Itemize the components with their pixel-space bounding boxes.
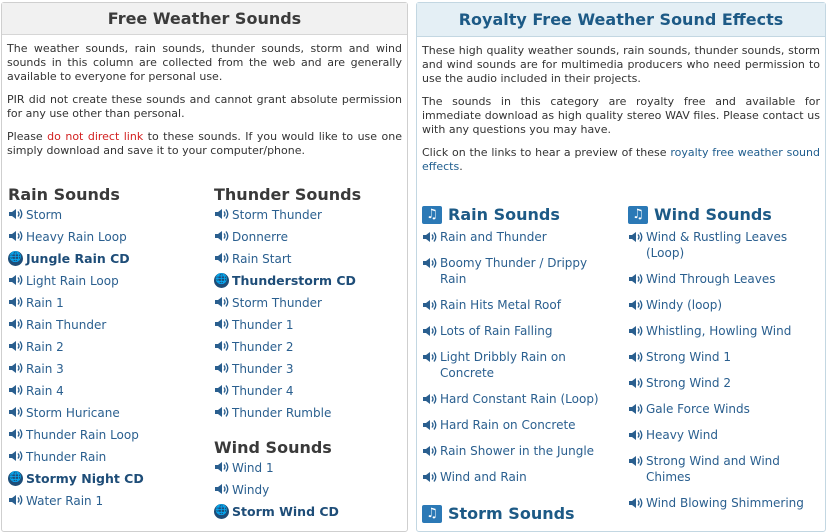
right-storm-column [422, 503, 617, 525]
sound-link[interactable] [628, 229, 823, 261]
sound-link[interactable] [8, 426, 208, 448]
sound-link-label: Strong Wind and Wind Chimes [646, 454, 780, 484]
sound-link-label: Windy [232, 483, 270, 497]
sound-link-label: Light Rain Loop [26, 274, 119, 288]
sound-link-label: Thunderstorm CD [232, 273, 356, 288]
sound-link[interactable] [422, 255, 617, 287]
sound-link[interactable] [422, 323, 617, 339]
sound-link[interactable] [8, 404, 208, 426]
speaker-icon [628, 375, 646, 391]
sound-link-label: Thunder 2 [232, 340, 294, 354]
sound-link[interactable] [422, 469, 617, 485]
speaker-icon [8, 228, 26, 244]
text: Please [7, 130, 48, 143]
sound-link-label: Thunder 3 [232, 362, 294, 376]
sound-link[interactable] [8, 492, 208, 514]
sound-link-label: Strong Wind 2 [646, 376, 731, 390]
sound-link-label: Wind Through Leaves [646, 272, 776, 286]
sound-link[interactable] [8, 250, 208, 272]
sound-link[interactable] [422, 349, 617, 381]
sound-link[interactable] [628, 427, 823, 443]
sound-link-label: Heavy Rain Loop [26, 230, 127, 244]
sound-link[interactable] [628, 297, 823, 313]
music-note-icon: ♫ [422, 206, 442, 224]
sound-link[interactable] [214, 316, 409, 338]
sound-link[interactable] [8, 382, 208, 404]
sound-link-label: Rain 4 [26, 384, 64, 398]
sound-link-label: Heavy Wind [646, 428, 718, 442]
sound-link[interactable] [214, 228, 409, 250]
speaker-icon [214, 228, 232, 244]
royalty-free-link[interactable]: royalty free weather sound effects [422, 146, 820, 173]
do-not-direct-link-link[interactable]: do not direct link [47, 130, 144, 143]
sound-link-label: Water Rain 1 [26, 494, 104, 508]
globe-icon: 🌐 [214, 503, 232, 519]
speaker-icon [422, 417, 440, 433]
sound-link-label: Whistling, Howling Wind [646, 324, 792, 338]
sound-link-label: Windy (loop) [646, 298, 723, 312]
speaker-icon [422, 391, 440, 407]
sound-link-label: Wind and Rain [440, 470, 527, 484]
sound-link-label: Rain 1 [26, 296, 64, 310]
sound-link[interactable] [214, 360, 409, 382]
panel-intro [417, 37, 825, 174]
intro-paragraph: The sounds in this category are royalty free and available for immediate download as high quality stereo WAV files. Please contact us with any questions you may have. [422, 95, 820, 136]
intro-paragraph: These high quality weather sounds, rain sounds, thunder sounds, storm and wind sounds are for multimedia producers who need permission to use the audio included in their projects. [422, 44, 820, 85]
section-title-label: Wind Sounds [214, 438, 332, 457]
panel-title: Free Weather Sounds [2, 3, 407, 35]
sound-link-label: Storm [26, 208, 63, 222]
section-title [628, 203, 823, 227]
section-title [8, 184, 208, 206]
sound-link[interactable] [214, 382, 409, 404]
sound-link-label: Hard Rain on Concrete [440, 418, 576, 432]
text: . [459, 160, 463, 173]
sound-link-label: Rain 2 [26, 340, 64, 354]
speaker-icon [214, 382, 232, 398]
free-weather-sounds-panel [1, 2, 408, 532]
sound-link[interactable] [422, 443, 617, 459]
section-title-label: Rain Sounds [448, 205, 560, 224]
left-thunder-column [214, 184, 409, 426]
text: Click on the links to hear a preview of these [422, 146, 671, 159]
sound-link[interactable] [422, 417, 617, 433]
sound-link[interactable] [628, 375, 823, 391]
speaker-icon [8, 382, 26, 398]
sound-link[interactable] [8, 448, 208, 470]
globe-icon: 🌐 [8, 250, 26, 266]
speaker-icon [628, 229, 646, 245]
speaker-icon [214, 250, 232, 266]
sound-link[interactable] [214, 294, 409, 316]
section-title [422, 203, 617, 227]
sound-link[interactable] [628, 401, 823, 417]
section-title-label: Thunder Sounds [214, 185, 362, 204]
section-title-label: Rain Sounds [8, 185, 120, 204]
speaker-icon [8, 404, 26, 420]
speaker-icon [214, 459, 232, 475]
speaker-icon [214, 206, 232, 222]
sound-link-label: Wind Blowing Shimmering [646, 496, 804, 510]
sound-link[interactable] [8, 272, 208, 294]
panel-title: Royalty Free Weather Sound Effects [417, 3, 825, 37]
speaker-icon [214, 360, 232, 376]
speaker-icon [628, 401, 646, 417]
sound-link[interactable] [628, 349, 823, 365]
sound-link-label: Wind & Rustling Leaves (Loop) [646, 230, 788, 260]
music-note-icon: ♫ [628, 206, 648, 224]
right-wind-column [628, 203, 823, 521]
sound-link-label: Thunder Rumble [232, 406, 332, 420]
intro-paragraph: The weather sounds, rain sounds, thunder sounds, storm and wind sounds in this column are collected from the web and are generally available to everyone for personal use. [7, 42, 402, 83]
royalty-free-panel [416, 2, 826, 532]
speaker-icon [8, 448, 26, 464]
speaker-icon [214, 294, 232, 310]
sound-link[interactable] [422, 297, 617, 313]
speaker-icon [214, 316, 232, 332]
intro-paragraph [7, 130, 402, 158]
speaker-icon [628, 453, 646, 469]
sound-link-label: Rain Shower in the Jungle [440, 444, 595, 458]
speaker-icon [8, 492, 26, 508]
sound-link[interactable] [214, 459, 409, 481]
speaker-icon [422, 297, 440, 313]
section-title [422, 503, 617, 525]
speaker-icon [422, 323, 440, 339]
speaker-icon [8, 272, 26, 288]
speaker-icon [422, 349, 440, 365]
sound-link[interactable] [422, 391, 617, 407]
sound-link[interactable] [422, 229, 617, 245]
speaker-icon [8, 316, 26, 332]
speaker-icon [422, 469, 440, 485]
globe-icon: 🌐 [214, 272, 232, 288]
sound-link-label: Stormy Night CD [26, 471, 144, 486]
sound-link[interactable] [8, 316, 208, 338]
sound-link-label: Strong Wind 1 [646, 350, 731, 364]
right-rain-column [422, 203, 617, 495]
music-note-icon: ♫ [422, 505, 442, 523]
speaker-icon [422, 255, 440, 271]
sound-link-label: Jungle Rain CD [26, 251, 130, 266]
sound-link-label: Donnerre [232, 230, 288, 244]
sound-link-label: Rain Thunder [26, 318, 107, 332]
sound-link[interactable] [214, 338, 409, 360]
text: to these sounds. If you would like to use one simply download and save it to your computer/phone. [7, 130, 402, 157]
sound-link[interactable] [8, 228, 208, 250]
speaker-icon [8, 426, 26, 442]
sound-link[interactable] [214, 503, 409, 525]
speaker-icon [628, 495, 646, 511]
speaker-icon [8, 206, 26, 222]
sound-link-label: Rain Start [232, 252, 292, 266]
speaker-icon [628, 297, 646, 313]
speaker-icon [628, 271, 646, 287]
speaker-icon [422, 443, 440, 459]
section-title-label: Storm Sounds [448, 504, 575, 523]
speaker-icon [422, 229, 440, 245]
sound-link[interactable] [214, 206, 409, 228]
sound-link-label: Gale Force Winds [646, 402, 750, 416]
speaker-icon [214, 481, 232, 497]
speaker-icon [214, 338, 232, 354]
sound-link-label: Light Dribbly Rain on Concrete [440, 350, 566, 380]
sound-link[interactable] [628, 271, 823, 287]
sound-link[interactable] [628, 453, 823, 485]
sound-link-label: Rain Hits Metal Roof [440, 298, 561, 312]
sound-link[interactable] [8, 470, 208, 492]
sound-link[interactable] [8, 338, 208, 360]
speaker-icon [628, 349, 646, 365]
sound-link-label: Storm Wind CD [232, 504, 339, 519]
sound-link-label: Thunder Rain [26, 450, 107, 464]
sound-link[interactable] [8, 294, 208, 316]
sound-link-label: Wind 1 [232, 461, 274, 475]
left-rain-column [8, 184, 208, 514]
section-title-label: Wind Sounds [654, 205, 772, 224]
sound-link-label: Thunder 4 [232, 384, 294, 398]
sound-link-label: Rain 3 [26, 362, 64, 376]
speaker-icon [8, 360, 26, 376]
sound-link-label: Rain and Thunder [440, 230, 547, 244]
section-title [214, 184, 409, 206]
sound-link[interactable] [628, 495, 823, 511]
speaker-icon [628, 323, 646, 339]
intro-paragraph [422, 146, 820, 174]
sound-link[interactable] [214, 250, 409, 272]
speaker-icon [214, 404, 232, 420]
globe-icon: 🌐 [8, 470, 26, 486]
sound-link-label: Lots of Rain Falling [440, 324, 553, 338]
sound-link[interactable] [214, 404, 409, 426]
sound-link-label: Hard Constant Rain (Loop) [440, 392, 599, 406]
intro-paragraph: PIR did not create these sounds and cannot grant absolute permission for any use other than personal. [7, 93, 402, 120]
panel-intro [2, 35, 407, 158]
sound-link[interactable] [628, 323, 823, 339]
speaker-icon [8, 294, 26, 310]
sound-link[interactable] [8, 206, 208, 228]
sound-link-label: Boomy Thunder / Drippy Rain [440, 256, 588, 286]
sound-link[interactable] [8, 360, 208, 382]
sound-link-label: Storm Huricane [26, 406, 120, 420]
sound-link-label: Thunder 1 [232, 318, 294, 332]
speaker-icon [8, 338, 26, 354]
sound-link-label: Storm Thunder [232, 296, 322, 310]
sound-link[interactable] [214, 272, 409, 294]
section-title [214, 437, 409, 459]
sound-link[interactable] [214, 481, 409, 503]
sound-link-label: Storm Thunder [232, 208, 322, 222]
speaker-icon [628, 427, 646, 443]
left-wind-column [214, 437, 409, 525]
sound-link-label: Thunder Rain Loop [26, 428, 139, 442]
